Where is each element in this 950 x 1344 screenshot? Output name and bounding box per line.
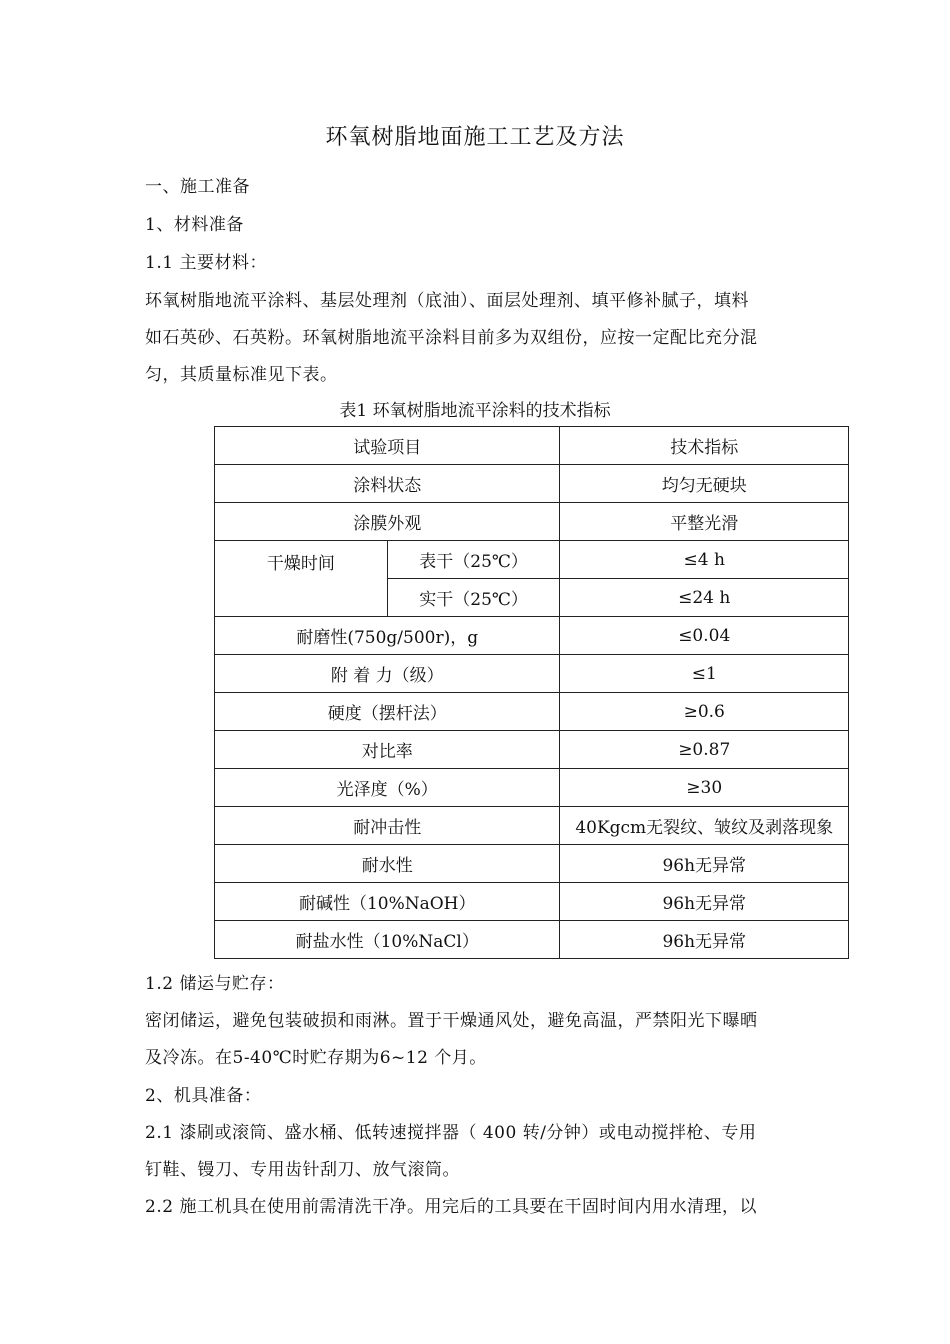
- table-cell-value: 96h无异常: [560, 845, 849, 883]
- table-cell-item: 涂料状态: [215, 465, 560, 503]
- table-row: [215, 465, 849, 503]
- paragraph-line: 2.1 漆刷或滚筒、盛水桶、低转速搅拌器（ 400 转/分钟）或电动搅拌枪、专用: [145, 1123, 757, 1143]
- table-row: [215, 655, 849, 693]
- paragraph-line: 环氧树脂地流平涂料、基层处理剂（底油）、面层处理剂、填平修补腻子，填料: [145, 291, 749, 311]
- paragraph-line: 2.2 施工机具在使用前需清洗干净。用完后的工具要在干固时间内用水清理，以: [145, 1197, 757, 1217]
- table-cell-value: ≥30: [560, 769, 849, 807]
- table-cell-item: 硬度（摆杆法）: [215, 693, 560, 731]
- table-row: [215, 769, 849, 807]
- paragraph-line: 如石英砂、石英粉。环氧树脂地流平涂料目前多为双组份，应按一定配比充分混: [145, 328, 758, 348]
- table-cell-subitem: 实干（25℃）: [387, 579, 560, 617]
- table-cell-group: 干燥时间: [215, 541, 388, 617]
- table-caption: 表1 环氧树脂地流平涂料的技术指标: [339, 401, 611, 421]
- table-cell-value: 平整光滑: [560, 503, 849, 541]
- header-cell-index: 技术指标: [560, 427, 849, 465]
- paragraph-line: 钉鞋、镘刀、专用齿针刮刀、放气滚筒。: [145, 1160, 460, 1180]
- table-cell-item: 附 着 力（级）: [215, 655, 560, 693]
- table-cell-value: ≥0.6: [560, 693, 849, 731]
- table-cell-item: 涂膜外观: [215, 503, 560, 541]
- table-cell-value: ≤1: [560, 655, 849, 693]
- table-cell-item: 耐盐水性（10%NaCl）: [215, 921, 560, 959]
- paragraph-line: 及冷冻。在5-40℃时贮存期为6~12 个月。: [145, 1048, 487, 1068]
- table-cell-value: ≤0.04: [560, 617, 849, 655]
- table-cell-value: 96h无异常: [560, 921, 849, 959]
- table-row: [215, 731, 849, 769]
- table-cell-item: 耐水性: [215, 845, 560, 883]
- table-row: [215, 617, 849, 655]
- table-cell-item: 耐冲击性: [215, 807, 560, 845]
- table-cell-item: 对比率: [215, 731, 560, 769]
- table-row: [215, 883, 849, 921]
- table-row: [215, 693, 849, 731]
- table-cell-value: 40Kgcm无裂纹、皱纹及剥落现象: [560, 807, 849, 845]
- paragraph-line: 匀，其质量标准见下表。: [145, 365, 338, 385]
- table-row: [215, 845, 849, 883]
- table-cell-item: 光泽度（%）: [215, 769, 560, 807]
- table-cell-value: ≤4 h: [560, 541, 849, 579]
- table-cell-value: 96h无异常: [560, 883, 849, 921]
- table-row: [215, 921, 849, 959]
- subsection-heading-equipment: 2、机具准备：: [145, 1086, 262, 1106]
- section-heading-preparation: 一、施工准备: [145, 177, 250, 197]
- table-cell-value: ≥0.87: [560, 731, 849, 769]
- subsection-heading-storage: 1.2 储运与贮存：: [145, 974, 285, 994]
- table-cell-item: 耐磨性(750g/500r)，g: [215, 617, 560, 655]
- table-cell-value: ≤24 h: [560, 579, 849, 617]
- header-cell-item: 试验项目: [215, 427, 560, 465]
- paragraph-line: 密闭储运，避免包装破损和雨淋。置于干燥通风处，避免高温，严禁阳光下曝晒: [145, 1011, 758, 1031]
- document-title: 环氧树脂地面施工工艺及方法: [325, 125, 625, 150]
- table-row: [215, 541, 849, 579]
- table-row: [215, 503, 849, 541]
- table-cell-item: 耐碱性（10%NaOH）: [215, 883, 560, 921]
- table-row: [215, 807, 849, 845]
- table-header-row: [215, 427, 849, 465]
- subsection-heading-main-materials: 1.1 主要材料：: [145, 253, 267, 273]
- table-cell-value: 均匀无硬块: [560, 465, 849, 503]
- table-cell-subitem: 表干（25℃）: [387, 541, 560, 579]
- spec-table: [214, 426, 849, 959]
- subsection-heading-materials: 1、材料准备: [145, 215, 244, 235]
